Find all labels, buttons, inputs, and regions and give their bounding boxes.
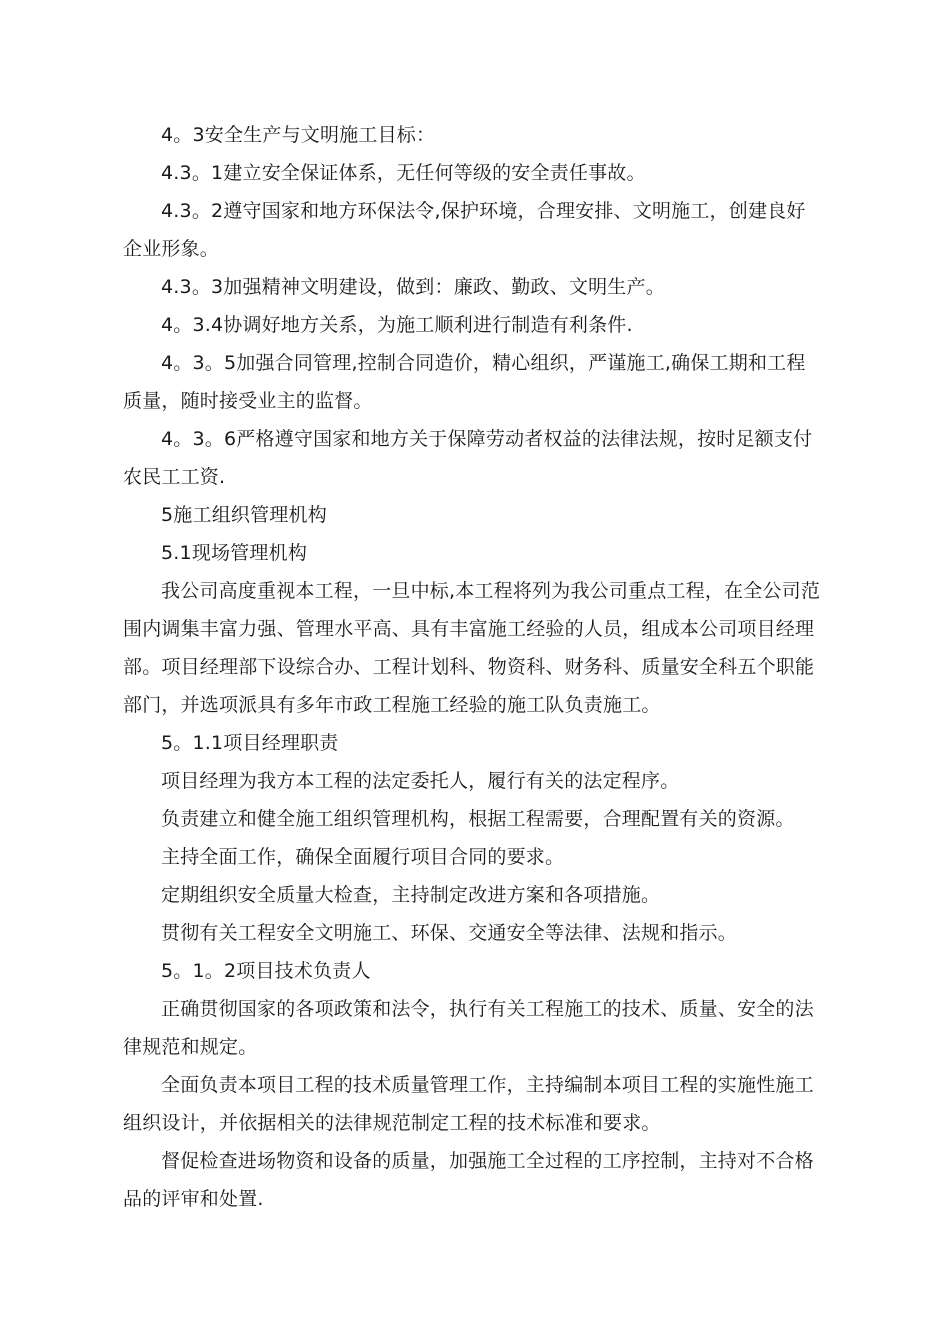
paragraph-4-3-3: 4.3。3加强精神文明建设，做到：廉政、勤政、文明生产。: [161, 276, 665, 298]
paragraph-pm-duty-1: 项目经理为我方本工程的法定委托人，履行有关的法定程序。: [161, 770, 680, 792]
paragraph-4-3-heading: 4。3安全生产与文明施工目标：: [161, 124, 436, 146]
paragraph-4-3-2: 4.3。2遵守国家和地方环保法令,保护环境，合理安排、文明施工，创建良好企业形象。: [123, 200, 806, 260]
document-body: [123, 116, 823, 1218]
paragraph-site-management: 我公司高度重视本工程，一旦中标,本工程将列为我公司重点工程，在全公司范围内调集丰富力强、管理水平高、具有丰富施工经验的人员，组成本公司项目经理部。项目经理部下设综合办、工程计划科、物资科、财务科、质量安全科五个职能部门，并选项派具有多年市政工程施工经验的施工队负责施工。: [123, 580, 821, 716]
paragraph-pm-duty-2: 负责建立和健全施工组织管理机构，根据工程需要，合理配置有关的资源。: [161, 808, 795, 830]
paragraph-4-3-1: 4.3。1建立安全保证体系，无任何等级的安全责任事故。: [161, 162, 646, 184]
section-5-heading: 5施工组织管理机构: [161, 504, 327, 526]
paragraph-pm-duty-5: 贯彻有关工程安全文明施工、环保、交通安全等法律、法规和指示。: [161, 922, 738, 944]
paragraph-tech-lead-3: 督促检查进场物资和设备的质量，加强施工全过程的工序控制，主持对不合格品的评审和处置.: [123, 1150, 814, 1210]
paragraph-pm-duty-3: 主持全面工作，确保全面履行项目合同的要求。: [161, 846, 565, 868]
section-5-1-1-heading: 5。1.1项目经理职责: [161, 732, 339, 754]
paragraph-4-3-6: 4。3。6严格遵守国家和地方关于保障劳动者权益的法律法规，按时足额支付农民工工资.: [123, 428, 813, 488]
paragraph-4-3-5: 4。3。5加强合同管理,控制合同造价，精心组织，严谨施工,确保工期和工程质量，随时接受业主的监督。: [123, 352, 806, 412]
paragraph-tech-lead-1: 正确贯彻国家的各项政策和法令，执行有关工程施工的技术、质量、安全的法律规范和规定。: [123, 998, 814, 1058]
section-5-1-heading: 5.1现场管理机构: [161, 542, 308, 564]
paragraph-tech-lead-2: 全面负责本项目工程的技术质量管理工作，主持编制本项目工程的实施性施工组织设计，并依据相关的法律规范制定工程的技术标准和要求。: [123, 1074, 814, 1134]
paragraph-pm-duty-4: 定期组织安全质量大检查，主持制定改进方案和各项措施。: [161, 884, 661, 906]
section-5-1-2-heading: 5。1。2项目技术负责人: [161, 960, 371, 982]
paragraph-4-3-4: 4。3.4协调好地方关系，为施工顺利进行制造有利条件.: [161, 314, 633, 336]
